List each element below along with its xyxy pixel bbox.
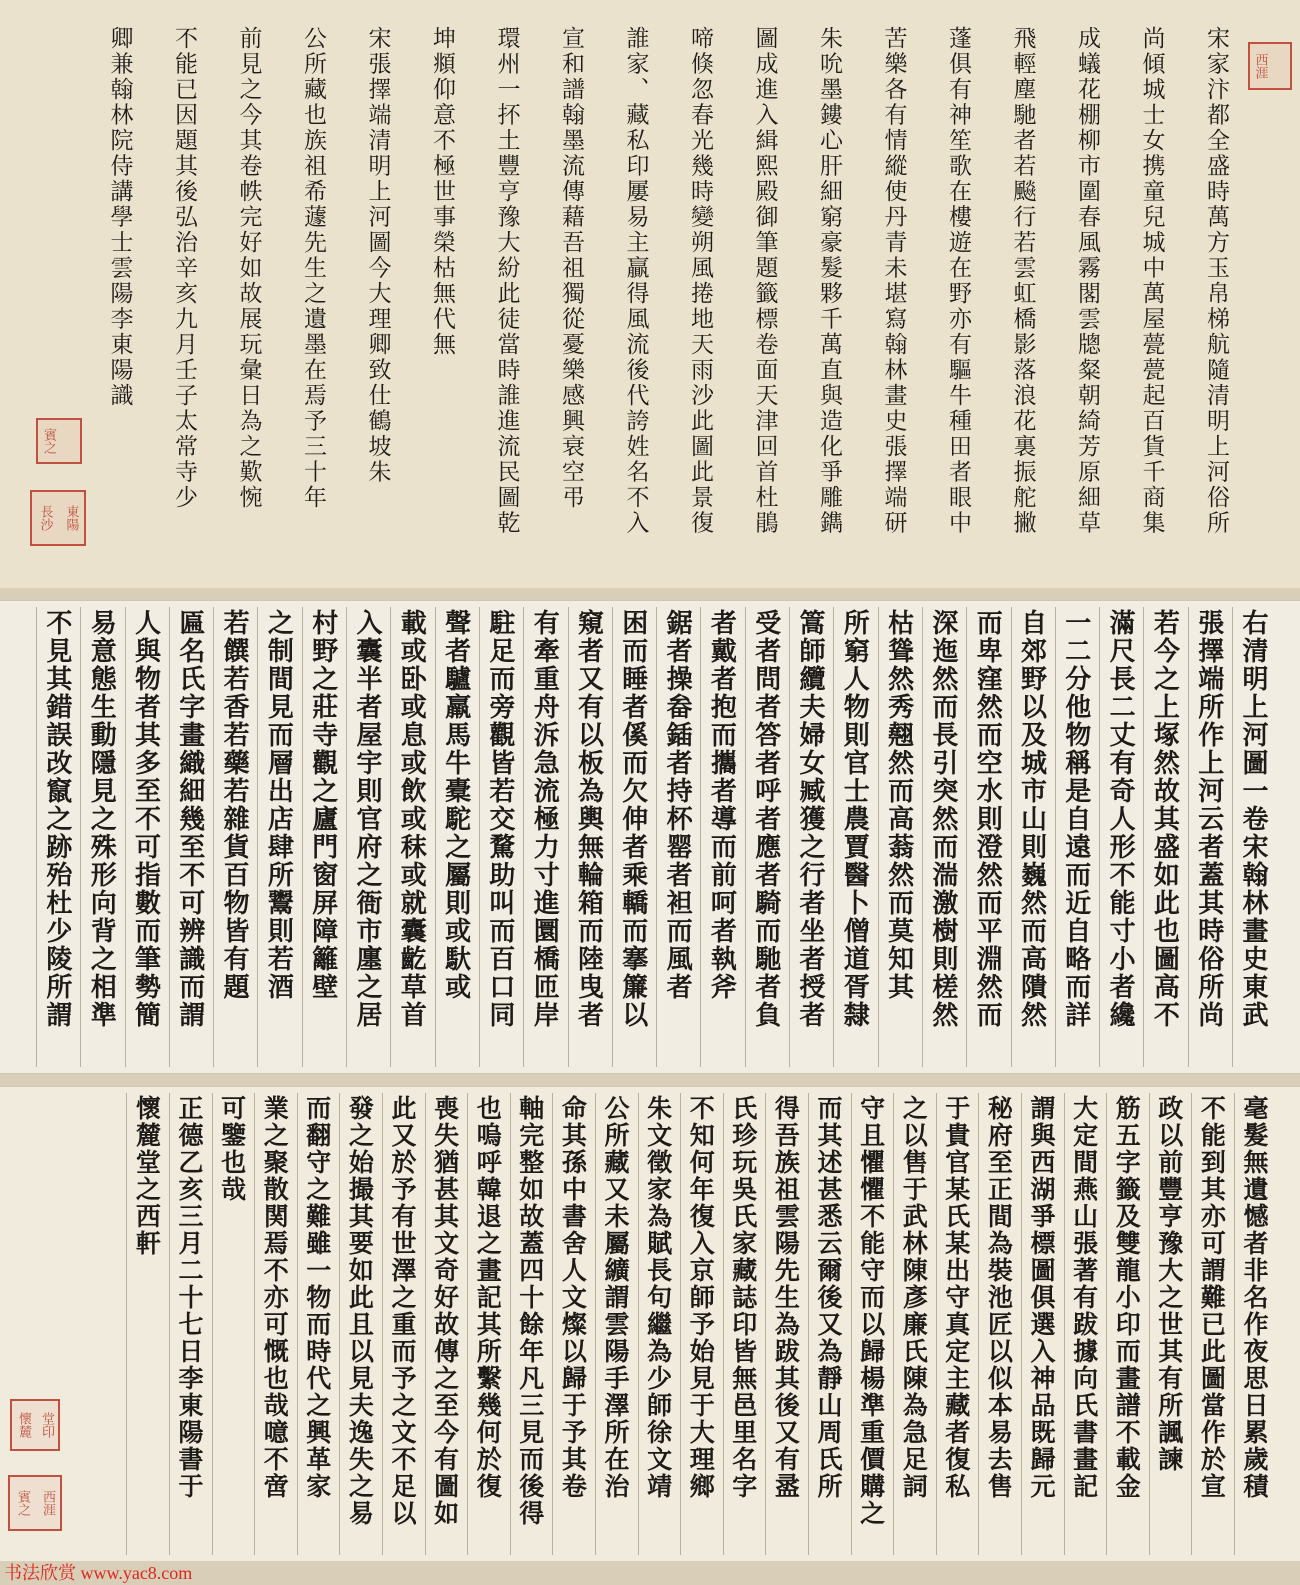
text-column: 飛輕塵馳者若飈行若雲虹橋影落浪花裏振舵撇	[1009, 26, 1036, 536]
text-column: 宣和譜翰墨流傳藉吾祖獨從憂樂感興衰空弔	[558, 26, 584, 511]
text-column: 尚傾城士女携童兒城中萬屋甍甍起百貨千商集	[1138, 26, 1165, 536]
colophon-panel-bottom	[0, 1086, 1300, 1561]
column-rule	[878, 607, 879, 1067]
text-column: 不見其錯誤改竄之跡殆杜少陵所謂	[41, 609, 72, 1029]
text-column: 秘府至正間為裝池匠以似本易去售	[984, 1095, 1014, 1500]
text-column: 圖成進入緝熙殿御筆題籤標卷面天津回首杜鵑	[751, 26, 778, 536]
column-rule	[302, 607, 303, 1067]
column-rule	[467, 1093, 468, 1555]
text-column: 右清明上河圖一卷宋翰林畫史東武	[1238, 609, 1268, 1029]
text-column: 若饌若香若藥若雜貨百物皆有題	[219, 609, 250, 1001]
text-column: 軸完整如故蓋四十餘年凡三見而後得	[515, 1095, 545, 1527]
text-column: 卿兼翰林院侍講學士雲陽李東陽識	[106, 26, 133, 409]
column-rule	[922, 607, 923, 1067]
text-column: 大定間燕山張著有跋據向氏書畫記	[1069, 1095, 1099, 1500]
text-column: 之以售于武林陳彥廉氏陳為急足詞	[899, 1095, 929, 1500]
text-column: 蓬俱有神笙歌在樓遊在野亦有驅牛種田者眼中	[945, 26, 971, 536]
text-column: 之制間見而層出店肆所鬻則若酒	[263, 609, 294, 1001]
text-column: 于貴官某氏某出守真定主藏者復私	[941, 1095, 971, 1500]
text-column: 入囊半者屋宇則官府之衙市廛之居	[352, 609, 382, 1029]
text-column: 謂與西湖爭標圖俱選入神品既歸元	[1027, 1095, 1056, 1500]
seal-signature-2	[30, 490, 86, 546]
column-rule	[212, 1093, 213, 1555]
text-column: 張擇端所作上河云者蓋其時俗所尚	[1193, 609, 1224, 1029]
column-rule	[723, 1093, 724, 1555]
text-column: 聲者驢羸馬牛橐駝之屬則或馱或	[440, 609, 471, 1001]
text-column: 而翻守之難雖一物而時代之興革家	[302, 1095, 332, 1500]
column-rule	[1149, 1093, 1150, 1555]
seal-text: 堂印	[39, 1412, 54, 1438]
watermark: 书法欣赏 www.yac8.com	[4, 1563, 193, 1583]
column-rule	[1234, 1093, 1235, 1555]
seal-bottom-2	[8, 1475, 62, 1531]
seal-bottom-1	[10, 1399, 60, 1451]
column-rule	[339, 1093, 340, 1555]
column-rule	[851, 1093, 852, 1555]
column-rule	[1055, 607, 1056, 1067]
column-rule	[893, 1093, 894, 1555]
text-column: 若今之上塚然故其盛如此也圖高不	[1149, 609, 1180, 1029]
text-column: 前見之今其卷帙完好如故展玩彙日為之歎惋	[235, 26, 262, 511]
text-column: 政以前豐亨豫大之世其有所諷諫	[1154, 1095, 1184, 1473]
column-rule	[1143, 607, 1144, 1067]
seal-text: 賓之	[41, 428, 56, 454]
column-rule	[510, 1093, 511, 1555]
column-rule	[700, 607, 701, 1067]
text-column: 鋸者操畚鍤者持杯罂者袒而風者	[662, 609, 693, 1001]
text-column: 而其述甚悉云爾後又為靜山周氏所	[814, 1095, 843, 1500]
text-column: 可鑒也哉	[217, 1095, 247, 1203]
column-rule	[297, 1093, 298, 1555]
column-rule	[425, 1093, 426, 1555]
text-column: 窺者又有以板為輿無輪箱而陸曳者	[573, 609, 604, 1029]
text-column: 不知何年復入京師予始見于大理鄉	[686, 1095, 716, 1500]
text-column: 載或卧或息或飲或秣或就囊齕草首	[396, 609, 427, 1029]
text-column: 喪失猶甚其文奇好故傳之至今有圖如	[430, 1095, 460, 1527]
column-rule	[1011, 607, 1012, 1067]
text-column: 筋五字籤及雙龍小印而畫譜不載金	[1112, 1095, 1142, 1500]
text-column: 坤頫仰意不極世事榮枯無代無	[429, 26, 455, 358]
column-rule	[552, 1093, 553, 1555]
text-column: 所窮人物則官士農賈醫卜僧道胥隸	[839, 609, 870, 1029]
column-rule	[1188, 607, 1189, 1067]
column-rule	[1021, 1093, 1022, 1555]
column-rule	[254, 1093, 255, 1555]
seal-top-corner	[1248, 42, 1292, 90]
text-column: 人與物者其多至不可指數而筆勢簡	[130, 609, 161, 1029]
text-column: 易意態生動隱見之殊形向背之相準	[86, 609, 117, 1029]
seal-text: 西涯	[1252, 53, 1268, 79]
text-column: 公所藏又未屬纊謂雲陽手澤所在治	[601, 1095, 630, 1500]
seal-text: 西涯	[40, 1490, 55, 1516]
text-column: 宋張擇端清明上河圖今大理卿致仕鶴坡朱	[364, 26, 391, 485]
text-column: 深迤然而長引突然而湍激樹則槎然	[927, 609, 958, 1029]
column-rule	[833, 607, 834, 1067]
text-column: 公所藏也族祖希蘧先生之遺墨在焉予三十年	[300, 26, 326, 511]
column-rule	[126, 1093, 127, 1555]
column-rule	[936, 1093, 937, 1555]
column-rule	[745, 607, 746, 1067]
text-column: 自郊野以及城市山則巍然而高隤然	[1016, 609, 1047, 1029]
text-column: 得吾族祖雲陽先生為跋其後又有盝	[771, 1095, 801, 1500]
text-column: 氏珍玩吳氏家藏誌印皆無邑里名字	[728, 1095, 758, 1500]
text-column: 宋家汴都全盛時萬方玉帛梯航隨清明上河俗所	[1203, 26, 1229, 536]
column-rule	[1106, 1093, 1107, 1555]
column-rule	[390, 607, 391, 1067]
column-rule	[169, 607, 170, 1067]
text-column: 篙師纜夫婦女臧獲之行者坐者授者	[795, 609, 825, 1029]
column-rule	[638, 1093, 639, 1555]
column-rule	[479, 607, 480, 1067]
text-column: 有牽重舟泝急流極力寸進圜橋匝岸	[529, 609, 560, 1029]
text-column: 枯聳然秀翹然而高蓊然而莫知其	[883, 609, 914, 1001]
column-rule	[765, 1093, 766, 1555]
text-column: 發之始撮其要如此且以見夫逸失之易	[345, 1095, 375, 1527]
text-column: 苦樂各有情縱使丹青未堪寫翰林畫史張擇端研	[880, 26, 907, 536]
text-column: 毫髮無遺憾者非名作夜思日累歲積	[1240, 1095, 1269, 1500]
text-column: 駐足而旁觀皆若交騖助叫而百口同	[484, 609, 515, 1029]
column-rule	[80, 607, 81, 1067]
column-rule	[680, 1093, 681, 1555]
text-column: 正德乙亥三月二十七日李東陽書于	[175, 1095, 204, 1500]
column-rule	[966, 607, 967, 1067]
column-rule	[978, 1093, 979, 1555]
text-column: 朱吮墨鏤心肝細窮豪髮夥千萬直與造化爭雕鐫	[816, 26, 842, 536]
text-column: 守且懼懼不能守而以歸楊準重價購之	[856, 1095, 886, 1527]
column-rule	[36, 607, 37, 1067]
column-rule	[523, 607, 524, 1067]
colophon-panel-middle	[0, 600, 1300, 1074]
text-column: 而卑窪然而空水則澄然而平淵然而	[972, 609, 1003, 1029]
column-rule	[125, 607, 126, 1067]
text-column: 不能已因題其後弘治辛亥九月壬子太常寺少	[171, 26, 197, 511]
text-column: 也嗚呼韓退之畫記其所繫幾何於復	[473, 1095, 503, 1500]
seal-text: 懷麓	[16, 1412, 31, 1438]
seal-text: 東陽	[63, 505, 79, 531]
column-rule	[346, 607, 347, 1067]
colophon-panel-top	[0, 0, 1300, 588]
seal-text: 長沙	[37, 505, 53, 531]
text-column: 一二分他物稱是自遠而近自略而詳	[1060, 609, 1091, 1029]
column-rule	[435, 607, 436, 1067]
text-column: 啼倏忽春光幾時變朔風捲地天雨沙此圖此景復	[687, 26, 713, 536]
text-column: 者戴者抱而攜者導而前呵者執斧	[706, 609, 737, 1001]
text-column: 成蟻花棚柳市圍春風霧閣雲牕粲朝綺芳原細草	[1074, 26, 1100, 536]
column-rule	[1064, 1093, 1065, 1555]
text-column: 匾名氏字畫織細幾至不可辨識而謂	[174, 609, 205, 1029]
column-rule	[789, 607, 790, 1067]
column-rule	[382, 1093, 383, 1555]
column-rule	[595, 1093, 596, 1555]
text-column: 懷麓堂之西軒	[132, 1095, 162, 1257]
column-rule	[808, 1093, 809, 1555]
column-rule	[1232, 607, 1233, 1067]
text-column: 不能到其亦可謂難已此圖當作於宣	[1197, 1095, 1227, 1500]
seal-signature-1	[36, 418, 82, 464]
text-column: 朱文徵家為賦長句繼為少師徐文靖	[643, 1095, 673, 1500]
column-rule	[169, 1093, 170, 1555]
column-rule	[257, 607, 258, 1067]
column-rule	[1099, 607, 1100, 1067]
column-rule	[656, 607, 657, 1067]
text-column: 受者問者答者呼者應者騎而馳者負	[750, 609, 781, 1029]
column-rule	[612, 607, 613, 1067]
text-column: 此又於予有世澤之重而予之文不足以	[388, 1095, 417, 1527]
seal-text: 賓之	[15, 1490, 30, 1516]
column-rule	[568, 607, 569, 1067]
text-column: 滿尺長二丈有奇人形不能寸小者纔	[1105, 609, 1136, 1029]
column-rule	[213, 607, 214, 1067]
text-column: 困而睡者傒而欠伸者乘轎而搴簾以	[617, 609, 648, 1029]
text-column: 誰家、藏私印屢易主贏得風流後代誇姓名不入	[622, 26, 649, 536]
text-column: 環州一抔土豐亨豫大紛此徒當時誰進流民圖乾	[493, 26, 520, 536]
text-column: 業之聚散関焉不亦可慨也哉噫不啻	[260, 1095, 290, 1500]
text-column: 村野之莊寺觀之廬門窗屏障籬壁	[307, 609, 338, 1001]
column-rule	[1191, 1093, 1192, 1555]
text-column: 命其孫中書舍人文燦以歸于予其卷	[558, 1095, 588, 1500]
